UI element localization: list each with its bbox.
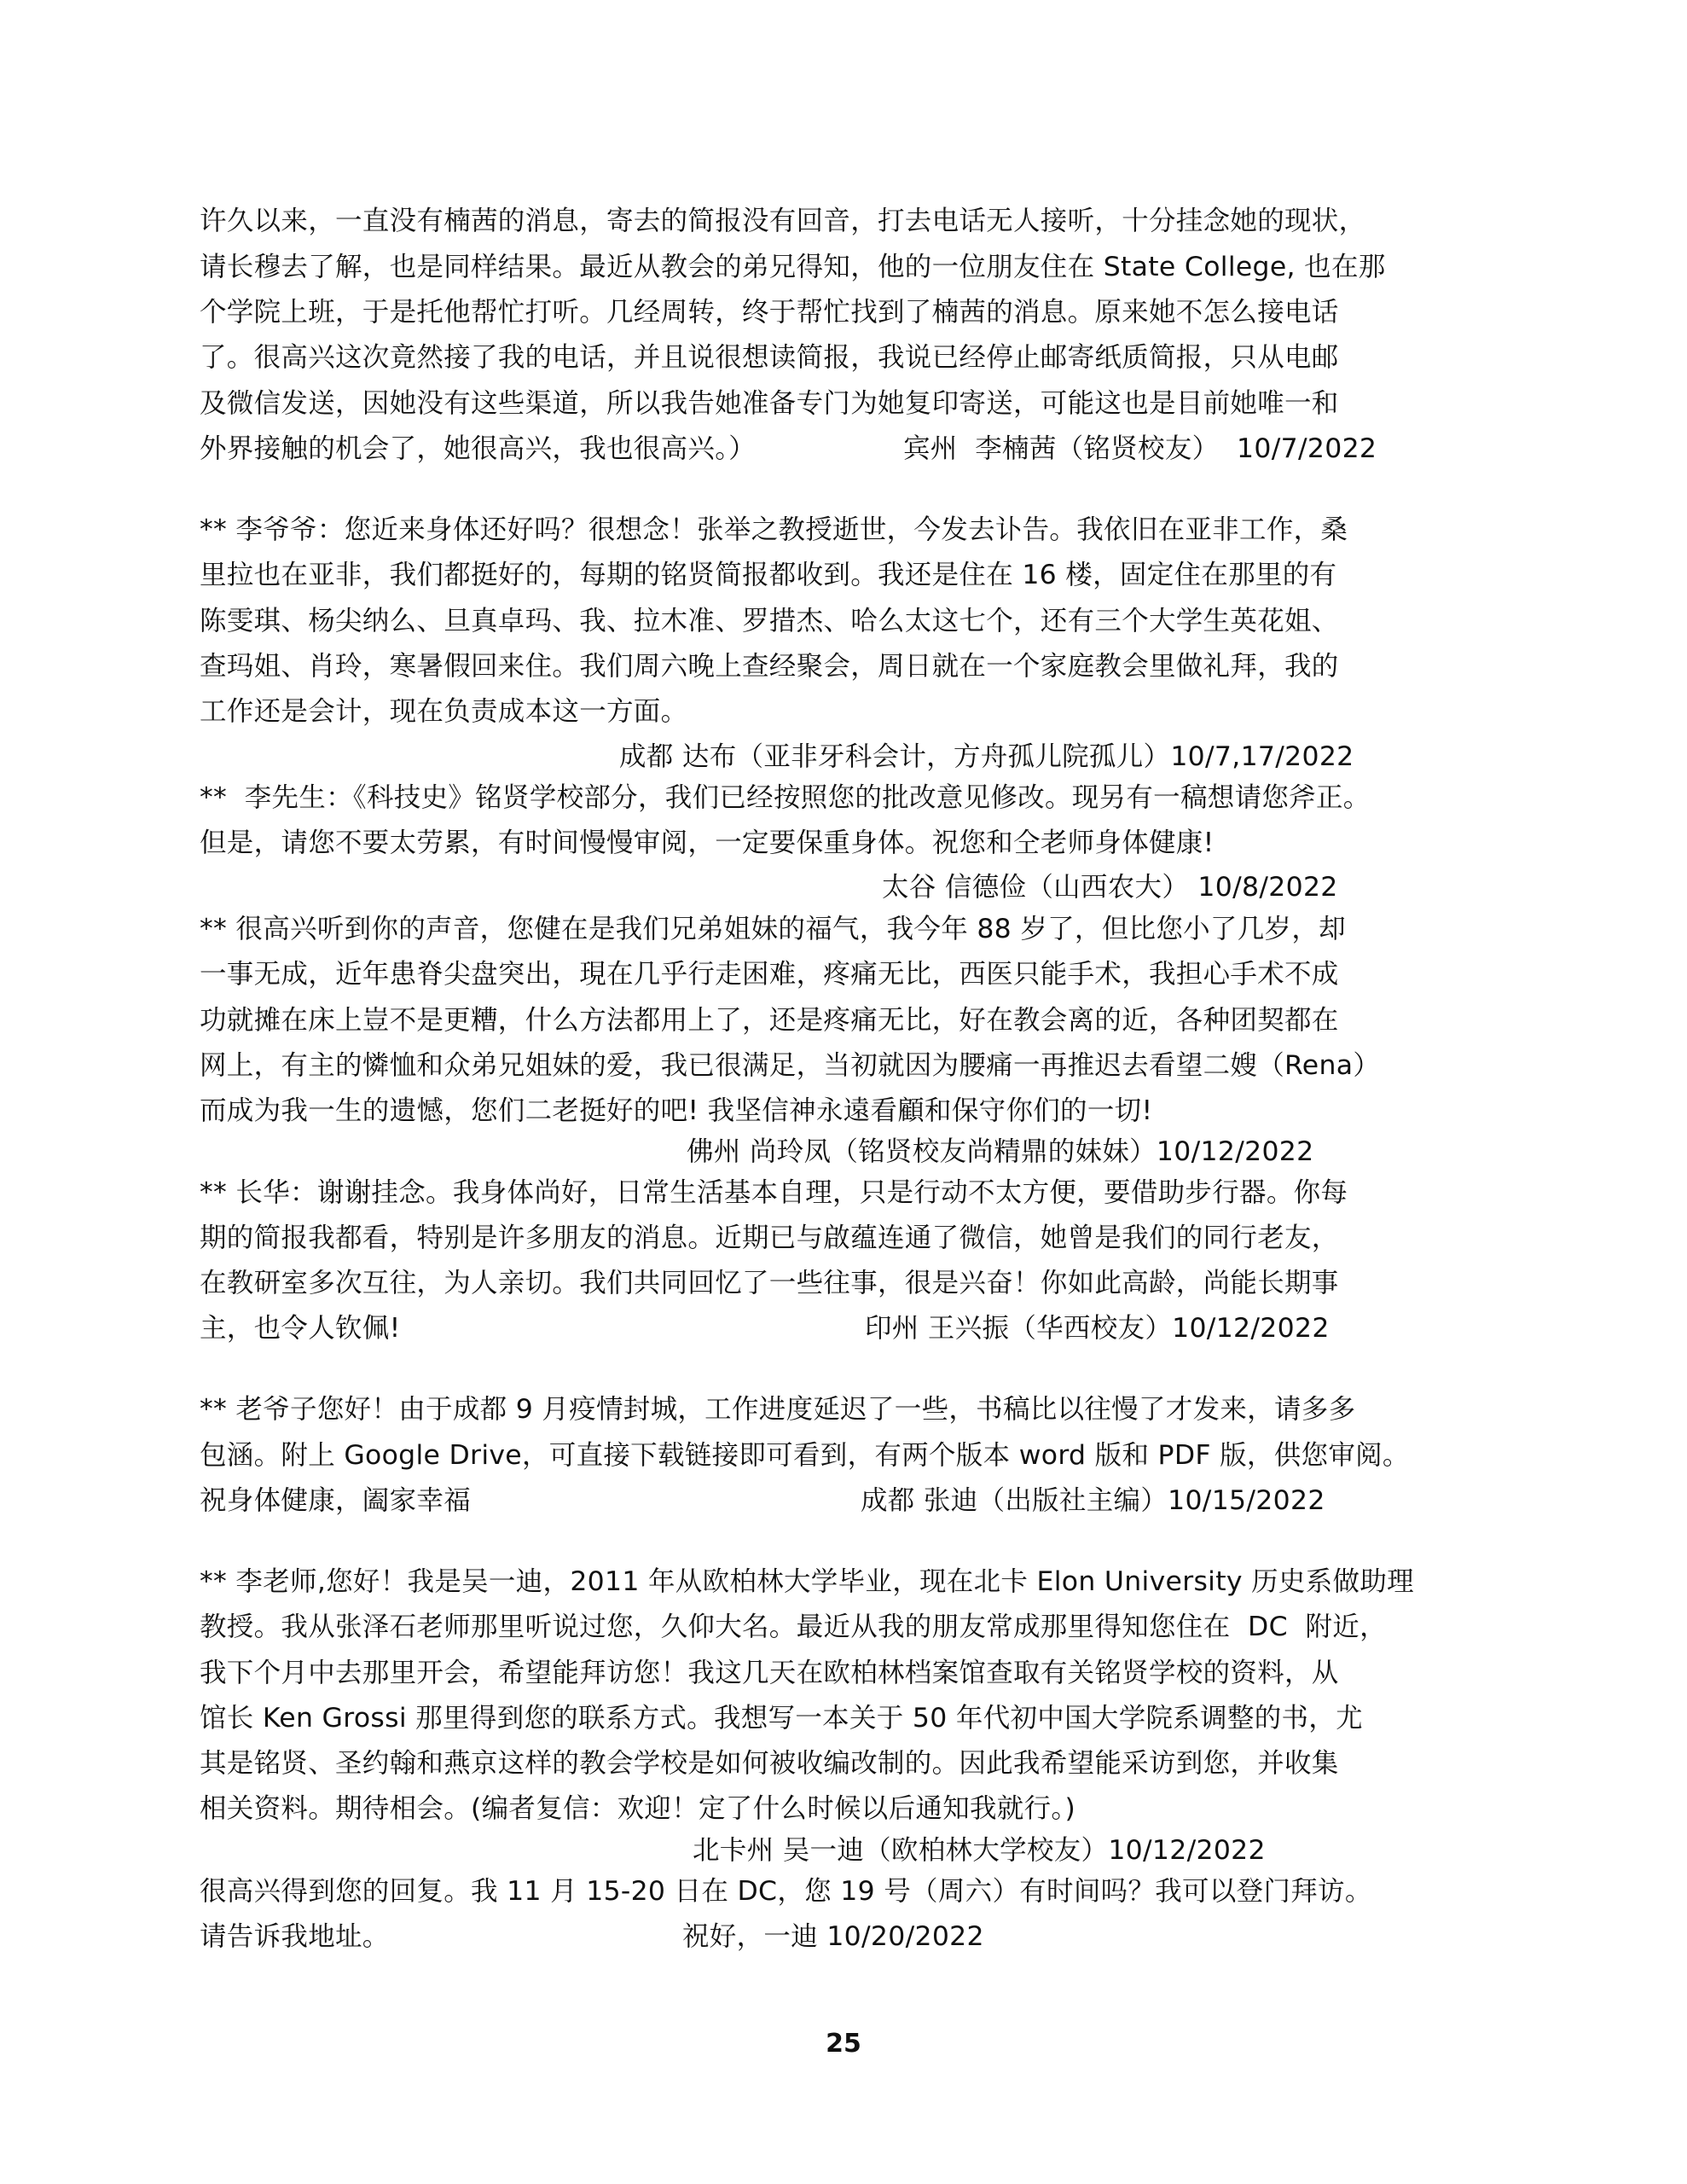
signature: 成都 达布（亚非牙科会计，方舟孤儿院孤儿）10/7,17/2022 — [619, 741, 1354, 772]
text-line: 很高兴得到您的回复。我 11 月 15-20 日在 DC，您 19 号（周六）有时间吗？我可以登门拜访。 — [200, 1876, 1372, 1907]
text-line: 祝身体健康，阖家幸福 成都 张迪（出版社主编）10/15/2022 — [200, 1478, 1516, 1524]
text-line: 了。很高兴这次竟然接了我的电话，并且说很想读简报，我说已经停止邮寄纸质简报，只从电邮 — [200, 342, 1339, 373]
text-line: 其是铭贤、圣约翰和燕京这样的教会学校是如何被收编改制的。因此我希望能采访到您，并收集 — [200, 1748, 1339, 1779]
signature: 北卡州 吴一迪（欧柏林大学校友）10/12/2022 — [693, 1835, 1266, 1866]
text-line — [200, 864, 1516, 910]
text-line: 陈雯琪、杨尖纳么、旦真卓玛、我、拉木准、罗措杰、哈么太这七个，还有三个大学生英花姐、 — [200, 606, 1339, 636]
text-line: ** 老爷子您好！由于成都 9 月疫情封城，工作进度延迟了一些，书稿比以往慢了才发来，请多多 — [200, 1394, 1356, 1425]
signature: 印州 王兴振（华西校友）10/12/2022 — [865, 1313, 1330, 1344]
text-line: 里拉也在亚非，我们都挺好的，每期的铭贤简报都收到。我还是住在 16 楼，固定住在那里的有 — [200, 560, 1337, 590]
text-line: 主，也令人钦佩! 印州 王兴振（华西校友）10/12/2022 — [200, 1305, 1516, 1351]
text-line: 请长穆去了解，也是同样结果。最近从教会的弟兄得知，他的一位朋友住在 State College, 也在那 — [200, 252, 1386, 282]
text-line: 包涵。附上 Google Drive，可直接下载链接即可看到，有两个版本 word 版和 PDF 版，供您审阅。 — [200, 1440, 1410, 1471]
signature: 宾州 李楠茜（铭贤校友） 10/7/2022 — [903, 433, 1377, 464]
text-line: 教授。我从张泽石老师那里听说过您，久仰大名。最近从我的朋友常成那里得知您住在 DC 附近， — [200, 1612, 1387, 1642]
text-line: ** 很高兴听到你的声音，您健在是我们兄弟姐妹的福气，我今年 88 岁了，但比您小了几岁，却 — [200, 914, 1346, 944]
text-line: 查玛姐、肖玲，寒暑假回来住。我们周六晚上查经聚会，周日就在一个家庭教会里做礼拜，我的 — [200, 651, 1339, 682]
text-line: 馆长 Ken Grossi 那里得到您的联系方式。我想写一本关于 50 年代初中国大学院系调整的书，尤 — [200, 1703, 1363, 1734]
signature: 太谷 信德俭（山西农大） 10/8/2022 — [882, 872, 1338, 903]
text-line: 网上，有主的憐恤和众弟兄姐妹的爱，我已很满足，当初就因为腰痛一再推迟去看望二嫂（Rena） — [200, 1050, 1381, 1081]
signature: 成都 张迪（出版社主编）10/15/2022 — [861, 1485, 1325, 1516]
text-line: 功就摊在床上豈不是更糟，什么方法都用上了，还是疼痛无比，好在教会离的近，各种团契都在 — [200, 1005, 1339, 1036]
signature: 祝好，一迪 10/20/2022 — [682, 1921, 984, 1952]
text-line: 请告诉我地址。 祝好，一迪 10/20/2022 — [200, 1914, 1516, 1960]
text-line: 相关资料。期待相会。(编者复信：欢迎！定了什么时候以后通知我就行。) — [200, 1793, 1076, 1824]
text-line: 而成为我一生的遗憾，您们二老挺好的吧! 我坚信神永遠看顧和保守你们的一切! — [200, 1095, 1153, 1126]
text-line — [200, 1827, 1516, 1873]
text-line — [200, 734, 1516, 780]
text-line: ** 李老师,您好！我是吴一迪，2011 年从欧柏林大学毕业，现在北卡 Elon University 历史系做助理 — [200, 1566, 1414, 1597]
text-line: 许久以来，一直没有楠茜的消息，寄去的简报没有回音，打去电话无人接听，十分挂念她的现状， — [200, 206, 1366, 236]
text-line: ** 长华：谢谢挂念。我身体尚好，日常生活基本自理，只是行动不太方便，要借助步行器。你每 — [200, 1177, 1348, 1208]
text-line: 工作还是会计，现在负责成本这一方面。 — [200, 696, 688, 727]
page-number: 25 — [826, 2029, 861, 2059]
signature: 佛州 尚玲凤（铭贤校友尚精鼎的妹妹）10/12/2022 — [687, 1136, 1314, 1167]
text-line: 在教研室多次互往，为人亲切。我们共同回忆了一些往事，很是兴奋！你如此高龄，尚能长期事 — [200, 1268, 1339, 1298]
text-line: 期的简报我都看，特别是许多朋友的消息。近期已与啟蕴连通了微信，她曾是我们的同行老友， — [200, 1223, 1339, 1253]
text-line: 及微信发送，因她没有这些渠道，所以我告她准备专门为她复印寄送，可能这也是目前她唯一和 — [200, 388, 1339, 419]
text-line: 我下个月中去那里开会，希望能拜访您！我这几天在欧柏林档案馆查取有关铭贤学校的资料，从 — [200, 1658, 1339, 1688]
text-line: 外界接触的机会了，她很高兴，我也很高兴。） 宾州 李楠茜（铭贤校友） 10/7/2022 — [200, 426, 1516, 472]
text-line: 但是，请您不要太劳累，有时间慢慢审阅，一定要保重身体。祝您和仝老师身体健康! — [200, 828, 1215, 858]
text-line: 个学院上班，于是托他帮忙打听。几经周转，终于帮忙找到了楠茜的消息。原来她不怎么接电话 — [200, 297, 1339, 328]
text-line: ** 李先生：《科技史》铭贤学校部分，我们已经按照您的批改意见修改。现另有一稿想请您斧正。 — [200, 782, 1371, 813]
text-line — [200, 1129, 1516, 1175]
text-line: 一事无成，近年患脊尖盘突出，現在几乎行走困难，疼痛无比，西医只能手术，我担心手术不成 — [200, 959, 1339, 990]
text-line: ** 李爷爷：您近来身体还好吗？很想念！张举之教授逝世，今发去讣告。我依旧在亚非工作，桑 — [200, 514, 1348, 545]
